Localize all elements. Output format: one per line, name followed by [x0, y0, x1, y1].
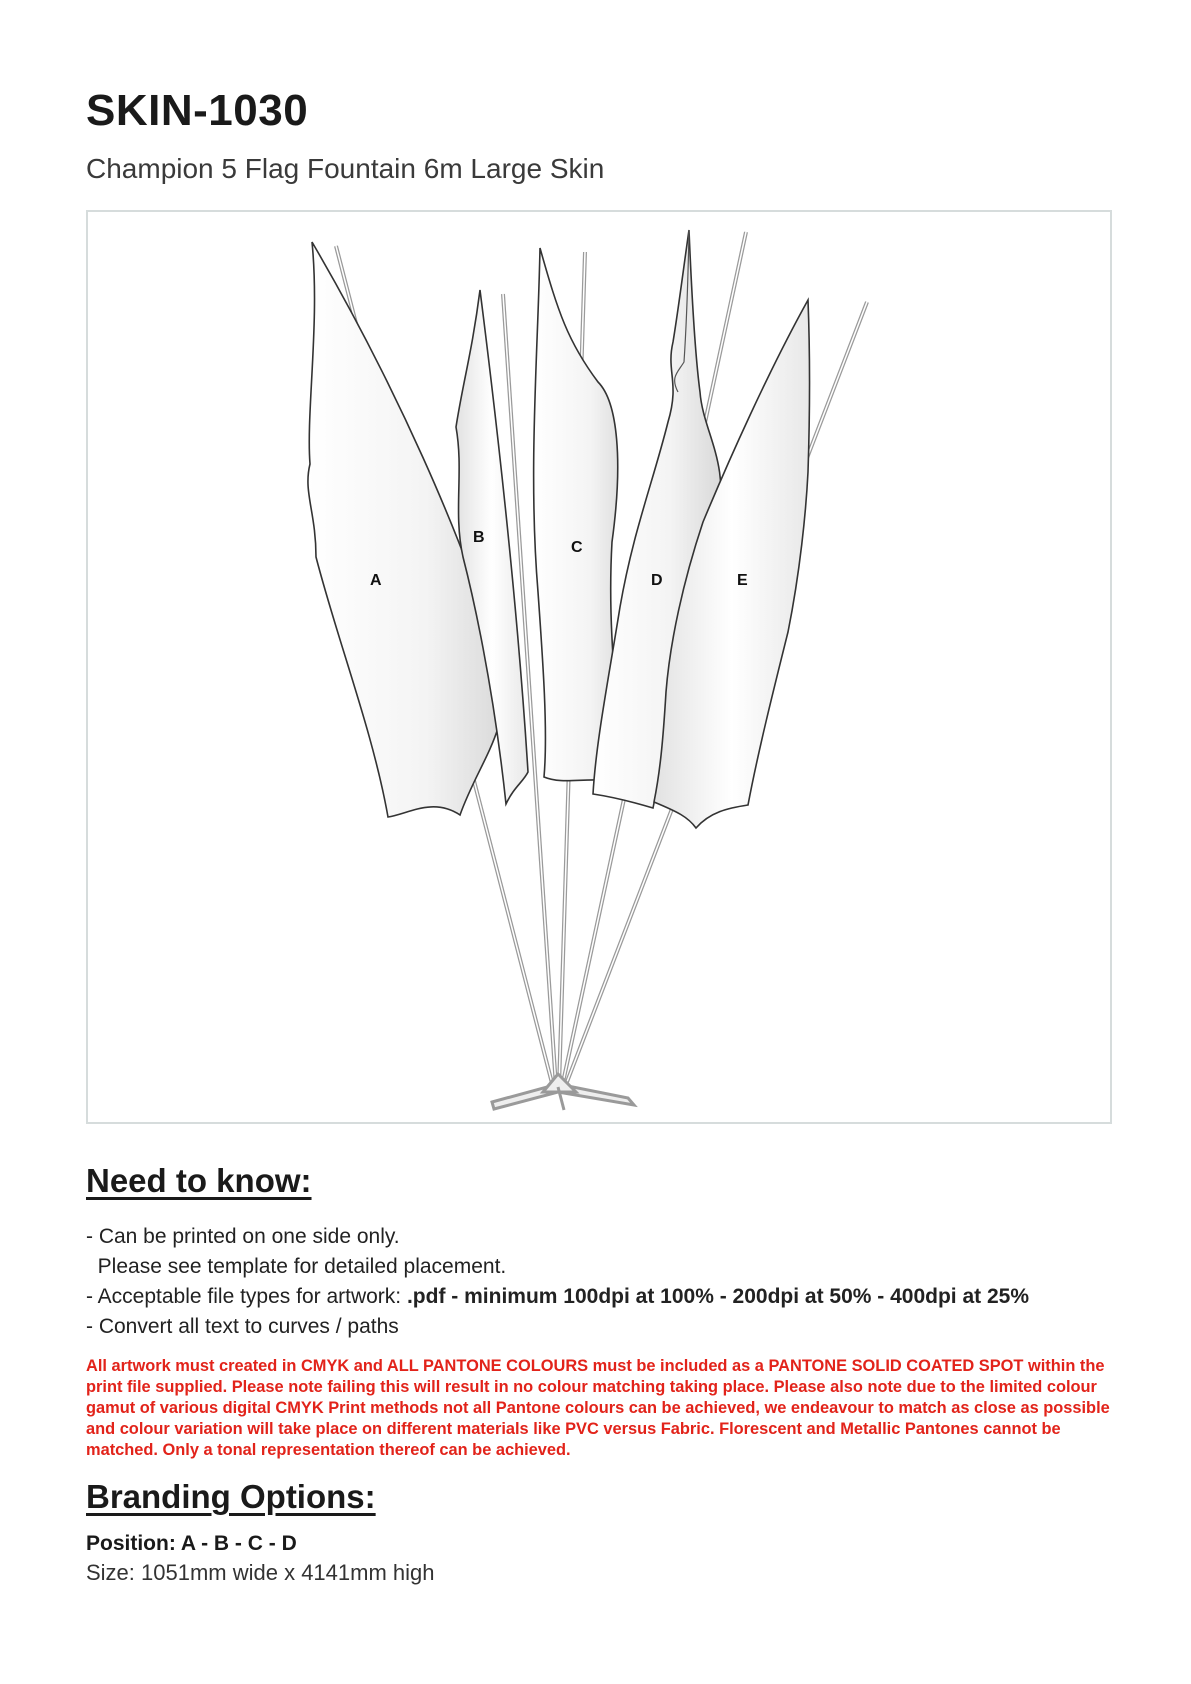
flag-drawing	[88, 212, 1110, 1122]
flag-label-d: D	[651, 572, 663, 589]
note-line-3	[86, 1282, 1029, 1312]
product-name: Champion 5 Flag Fountain 6m Large Skin	[86, 153, 605, 184]
flag-label-b: B	[473, 529, 485, 546]
flag-label-a: A	[370, 572, 382, 589]
fountain-base	[492, 1074, 634, 1110]
note-line-2: Please see template for detailed placement.	[86, 1255, 507, 1278]
need-to-know-heading: Need to know:	[86, 1162, 312, 1199]
note-line-1: - Can be printed on one side only.	[86, 1225, 400, 1248]
flag-fountain-illustration	[86, 210, 1112, 1124]
note-line-4: - Convert all text to curves / paths	[86, 1315, 399, 1338]
note-line-3-prefix: - Acceptable file types for artwork:	[86, 1285, 407, 1308]
colour-warning: All artwork must created in CMYK and ALL PANTONE COLOURS must be included as a PANTONE SOLID COATED SPOT within the print file supplied. Please note failing this will result in no colour matching taking place. Please also note due to the limited colour gamut of various digital CMYK Print methods not all Pantone colours can be achieved, we endeavour to match as close as possible and colour variation will take place on different materials like PVC versus Fabric. Florescent and Metallic Pantones cannot be matched. Only a tonal representation thereof can be achieved.	[86, 1357, 1110, 1459]
product-code: SKIN-1030	[86, 86, 309, 135]
flag-label-e: E	[737, 572, 748, 589]
note-line-3-bold: .pdf - minimum 100dpi at 100% - 200dpi at 50% - 400dpi at 25%	[406, 1285, 1029, 1308]
branding-size: Size: 1051mm wide x 4141mm high	[86, 1560, 435, 1585]
flag-label-c: C	[571, 539, 583, 556]
need-to-know-list	[86, 1222, 1029, 1342]
branding-position: Position: A - B - C - D	[86, 1532, 297, 1555]
branding-options-heading: Branding Options:	[86, 1478, 376, 1515]
